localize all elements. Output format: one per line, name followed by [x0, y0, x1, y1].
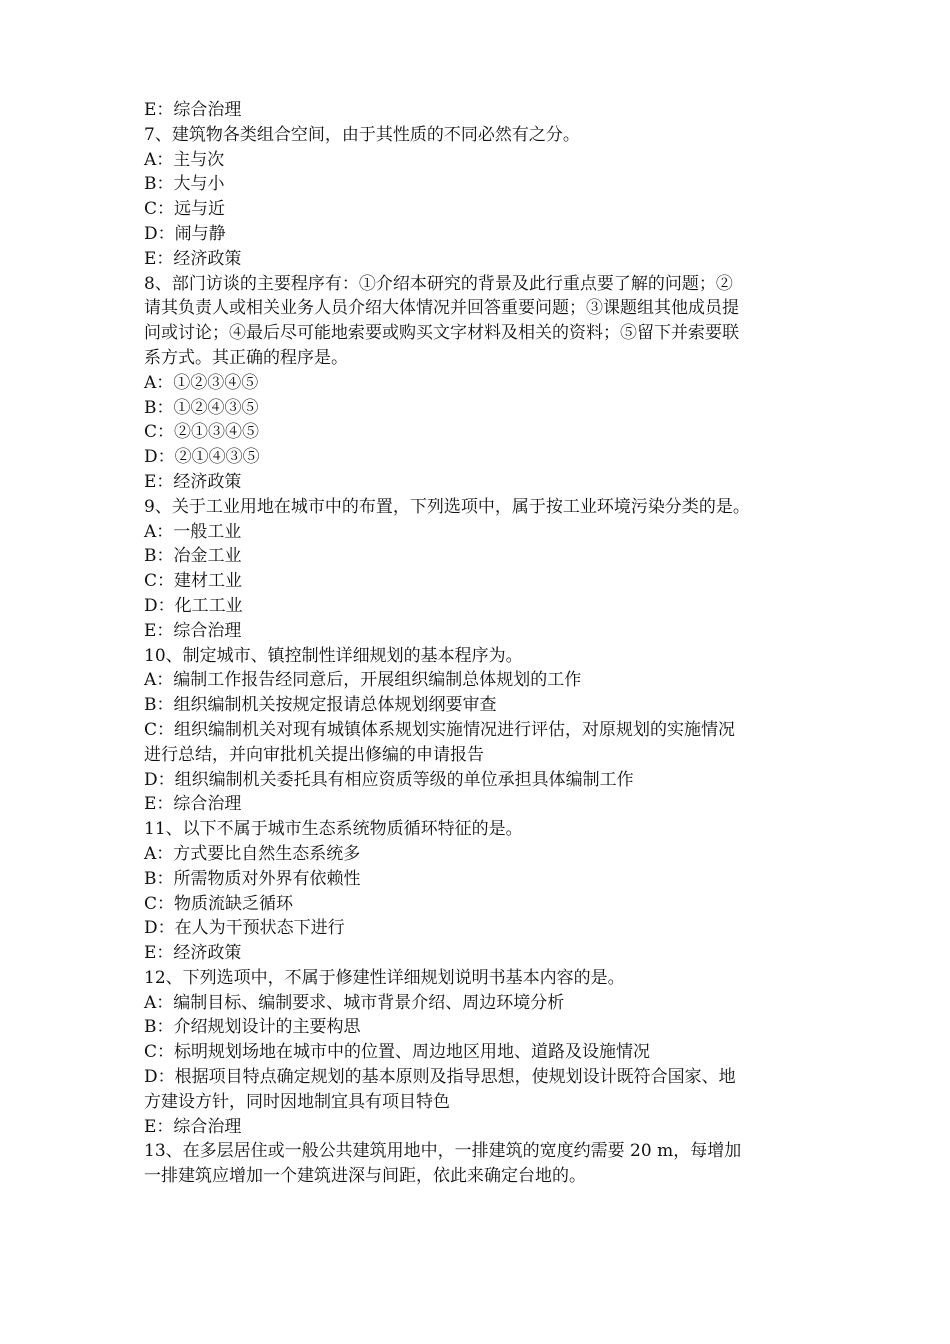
question-12-stem: 12、下列选项中，不属于修建性详细规划说明书基本内容的是。	[144, 967, 625, 988]
question-7-stem: 7、建筑物各类组合空间，由于其性质的不同必然有之分。	[144, 124, 580, 145]
question-11-option-b: B：所需物质对外界有依赖性	[144, 868, 361, 889]
question-10-option-c: 进行总结，并向审批机关提出修编的申请报告	[144, 744, 484, 765]
question-8-option-e: E：经济政策	[144, 471, 242, 492]
question-8-option-b: B：①②④③⑤	[144, 397, 259, 418]
question-10-stem: 10、制定城市、镇控制性详细规划的基本程序为。	[144, 645, 523, 666]
question-13-stem: 13、在多层居住或一般公共建筑用地中，一排建筑的宽度约需要 20 m，每增加	[144, 1141, 742, 1162]
document-body	[144, 98, 812, 1189]
question-11-option-a: A：方式要比自然生态系统多	[144, 843, 361, 864]
question-8-option-a: A：①②③④⑤	[144, 372, 259, 393]
question-12-option-e: E：综合治理	[144, 1116, 242, 1137]
question-7-option-c: C：远与近	[144, 199, 226, 220]
question-11-option-c: C：物质流缺乏循环	[144, 893, 294, 914]
question-7-option-b: B：大与小	[144, 174, 225, 195]
question-9-option-d: D：化工工业	[144, 595, 243, 616]
question-12-option-d: 方建设方针，同时因地制宜具有项目特色	[144, 1091, 450, 1112]
question-7-option-a: A：主与次	[144, 149, 225, 170]
question-10-option-c: C：组织编制机关对现有城镇体系规划实施情况进行评估，对原规划的实施情况	[144, 719, 736, 740]
question-9-option-e: E：综合治理	[144, 620, 242, 641]
question-8-stem: 8、部门访谈的主要程序有：①介绍本研究的背景及此行重点要了解的问题；②	[144, 273, 733, 294]
question-8-option-d: D：②①④③⑤	[144, 447, 260, 468]
text-line: E：综合治理	[144, 100, 242, 120]
question-8-stem: 请其负责人或相关业务人员介绍大体情况并回答重要问题；③课题组其他成员提	[144, 298, 739, 319]
question-7-option-d: D：闹与静	[144, 223, 226, 244]
question-13-stem: 一排建筑应增加一个建筑进深与间距，依此来确定台地的。	[144, 1166, 586, 1187]
question-10-option-b: B：组织编制机关按规定报请总体规划纲要审查	[144, 695, 497, 716]
question-11-option-e: E：经济政策	[144, 943, 242, 964]
question-12-option-c: C：标明规划场地在城市中的位置、周边地区用地、道路及设施情况	[144, 1042, 651, 1063]
question-8-option-c: C：②①③④⑤	[144, 422, 260, 443]
question-9-option-b: B：冶金工业	[144, 546, 242, 567]
question-9-option-a: A：一般工业	[144, 521, 242, 542]
question-11-option-d: D：在人为干预状态下进行	[144, 918, 345, 939]
question-10-option-d: D：组织编制机关委托具有相应资质等级的单位承担具体编制工作	[144, 769, 634, 790]
question-11-stem: 11、以下不属于城市生态系统物质循环特征的是。	[144, 819, 523, 840]
question-12-option-d: D：根据项目特点确定规划的基本原则及指导思想，使规划设计既符合国家、地	[144, 1067, 736, 1088]
question-10-option-e: E：综合治理	[144, 794, 242, 815]
question-12-option-a: A：编制目标、编制要求、城市背景介绍、周边环境分析	[144, 992, 565, 1013]
question-10-option-a: A：编制工作报告经同意后，开展组织编制总体规划的工作	[144, 670, 582, 691]
question-9-stem: 9、关于工业用地在城市中的布置，下列选项中，属于按工业环境污染分类的是。	[144, 496, 750, 517]
question-9-option-c: C：建材工业	[144, 571, 243, 592]
question-7-option-e: E：经济政策	[144, 248, 242, 269]
question-12-option-b: B：介绍规划设计的主要构思	[144, 1017, 361, 1038]
question-8-stem: 问或讨论；④最后尽可能地索要或购买文字材料及相关的资料；⑤留下并索要联	[144, 323, 739, 344]
question-8-stem: 系方式。其正确的程序是。	[144, 347, 348, 368]
